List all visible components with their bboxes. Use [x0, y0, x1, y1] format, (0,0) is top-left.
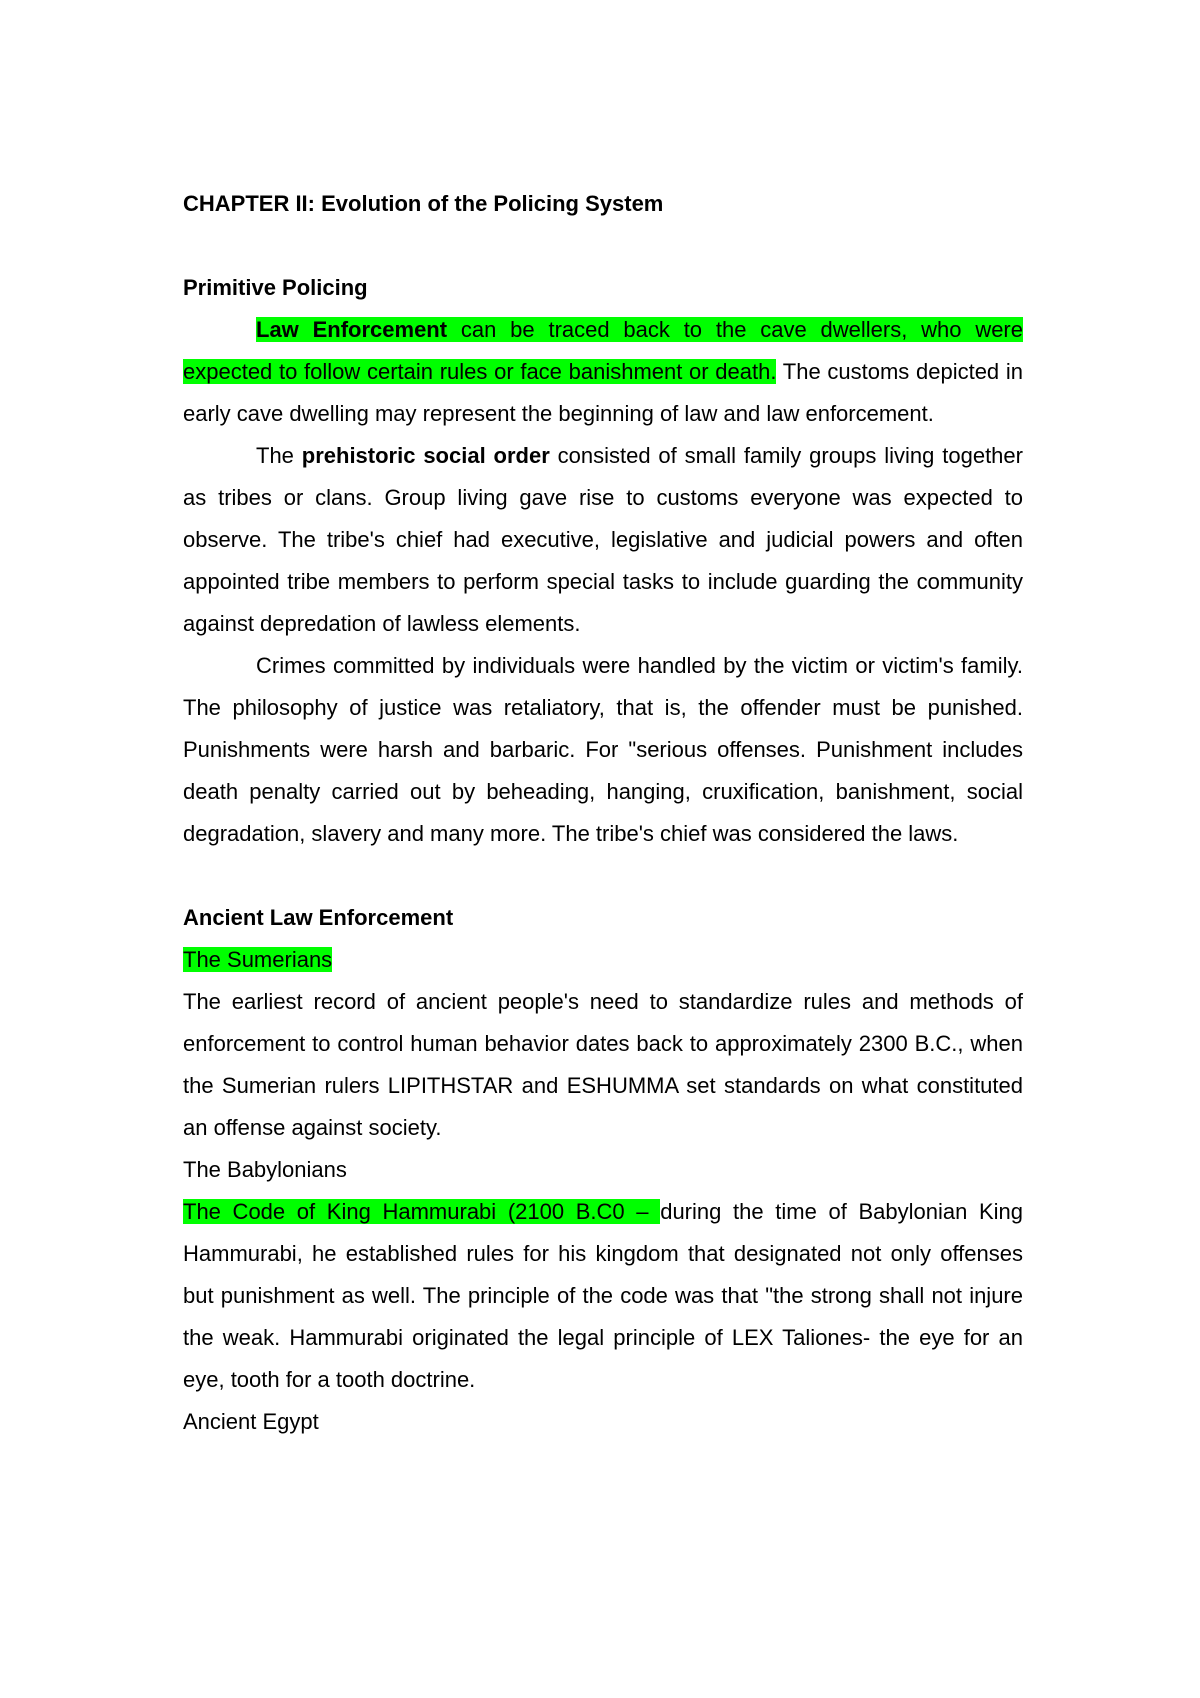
subheading-sumerians [183, 939, 1023, 981]
paragraph-hammurabi [183, 1191, 1023, 1401]
paragraph-crimes: Crimes committed by individuals were handled by the victim or victim's family. The philosophy of justice was retaliatory, that is, the offender must be punished. Punishments were harsh and barbaric. For "serious offenses. Punishment includes death penalty carried out by beheading, hanging, cruxification, banishment, social degradation, slavery and many more. The tribe's chief was considered the laws. [183, 653, 1023, 846]
paragraph-sumerians: The earliest record of ancient people's need to standardize rules and methods of enforcement to control human behavior dates back to approximately 2300 B.C., when the Sumerian rulers LIPITHSTAR and ESHUMMA set standards on what constituted an offense against society. [183, 989, 1023, 1140]
bold-term-prehistoric-social-order: prehistoric social order [301, 443, 550, 468]
subheading-ancient-egypt: Ancient Egypt [183, 1409, 319, 1434]
paragraph-text: consisted of small family groups living together as tribes or clans. Group living gave rise to customs everyone was expected to observe. The tribe's chief had executive, legislative and judicial powers and often appointed tribe members to perform special tasks to include guarding the community against depredation of lawless elements. [183, 443, 1023, 636]
paragraph-social-order [183, 435, 1023, 645]
section-heading-primitive-policing: Primitive Policing [183, 275, 368, 300]
paragraph-text: The customs depicted in early cave dwelling may represent the beginning of law and law enforcement. [183, 359, 1023, 426]
highlighted-text: The Sumerians [183, 947, 333, 972]
document-page [183, 183, 1023, 1443]
paragraph-text: The [256, 443, 302, 468]
highlighted-text: The Code of King Hammurabi (2100 B.C0 – [183, 1199, 661, 1224]
highlighted-sentence: can be traced back to the cave dwellers, who were expected to follow certain rules or face banishment or death. [183, 317, 1023, 384]
chapter-title: CHAPTER II: Evolution of the Policing System [183, 191, 664, 216]
section-heading-ancient-law-enforcement: Ancient Law Enforcement [183, 905, 454, 930]
paragraph-text: during the time of Babylonian King Hammurabi, he established rules for his kingdom that designated not only offenses but punishment as well. The principle of the code was that "the strong shall not injure the weak. Hammurabi originated the legal principle of LEX Taliones- the eye for an eye, tooth for a tooth doctrine. [183, 1199, 1023, 1392]
paragraph-law-enforcement [183, 309, 1023, 435]
bold-term-law-enforcement: Law Enforcement [256, 317, 448, 342]
subheading-babylonians: The Babylonians [183, 1157, 347, 1182]
